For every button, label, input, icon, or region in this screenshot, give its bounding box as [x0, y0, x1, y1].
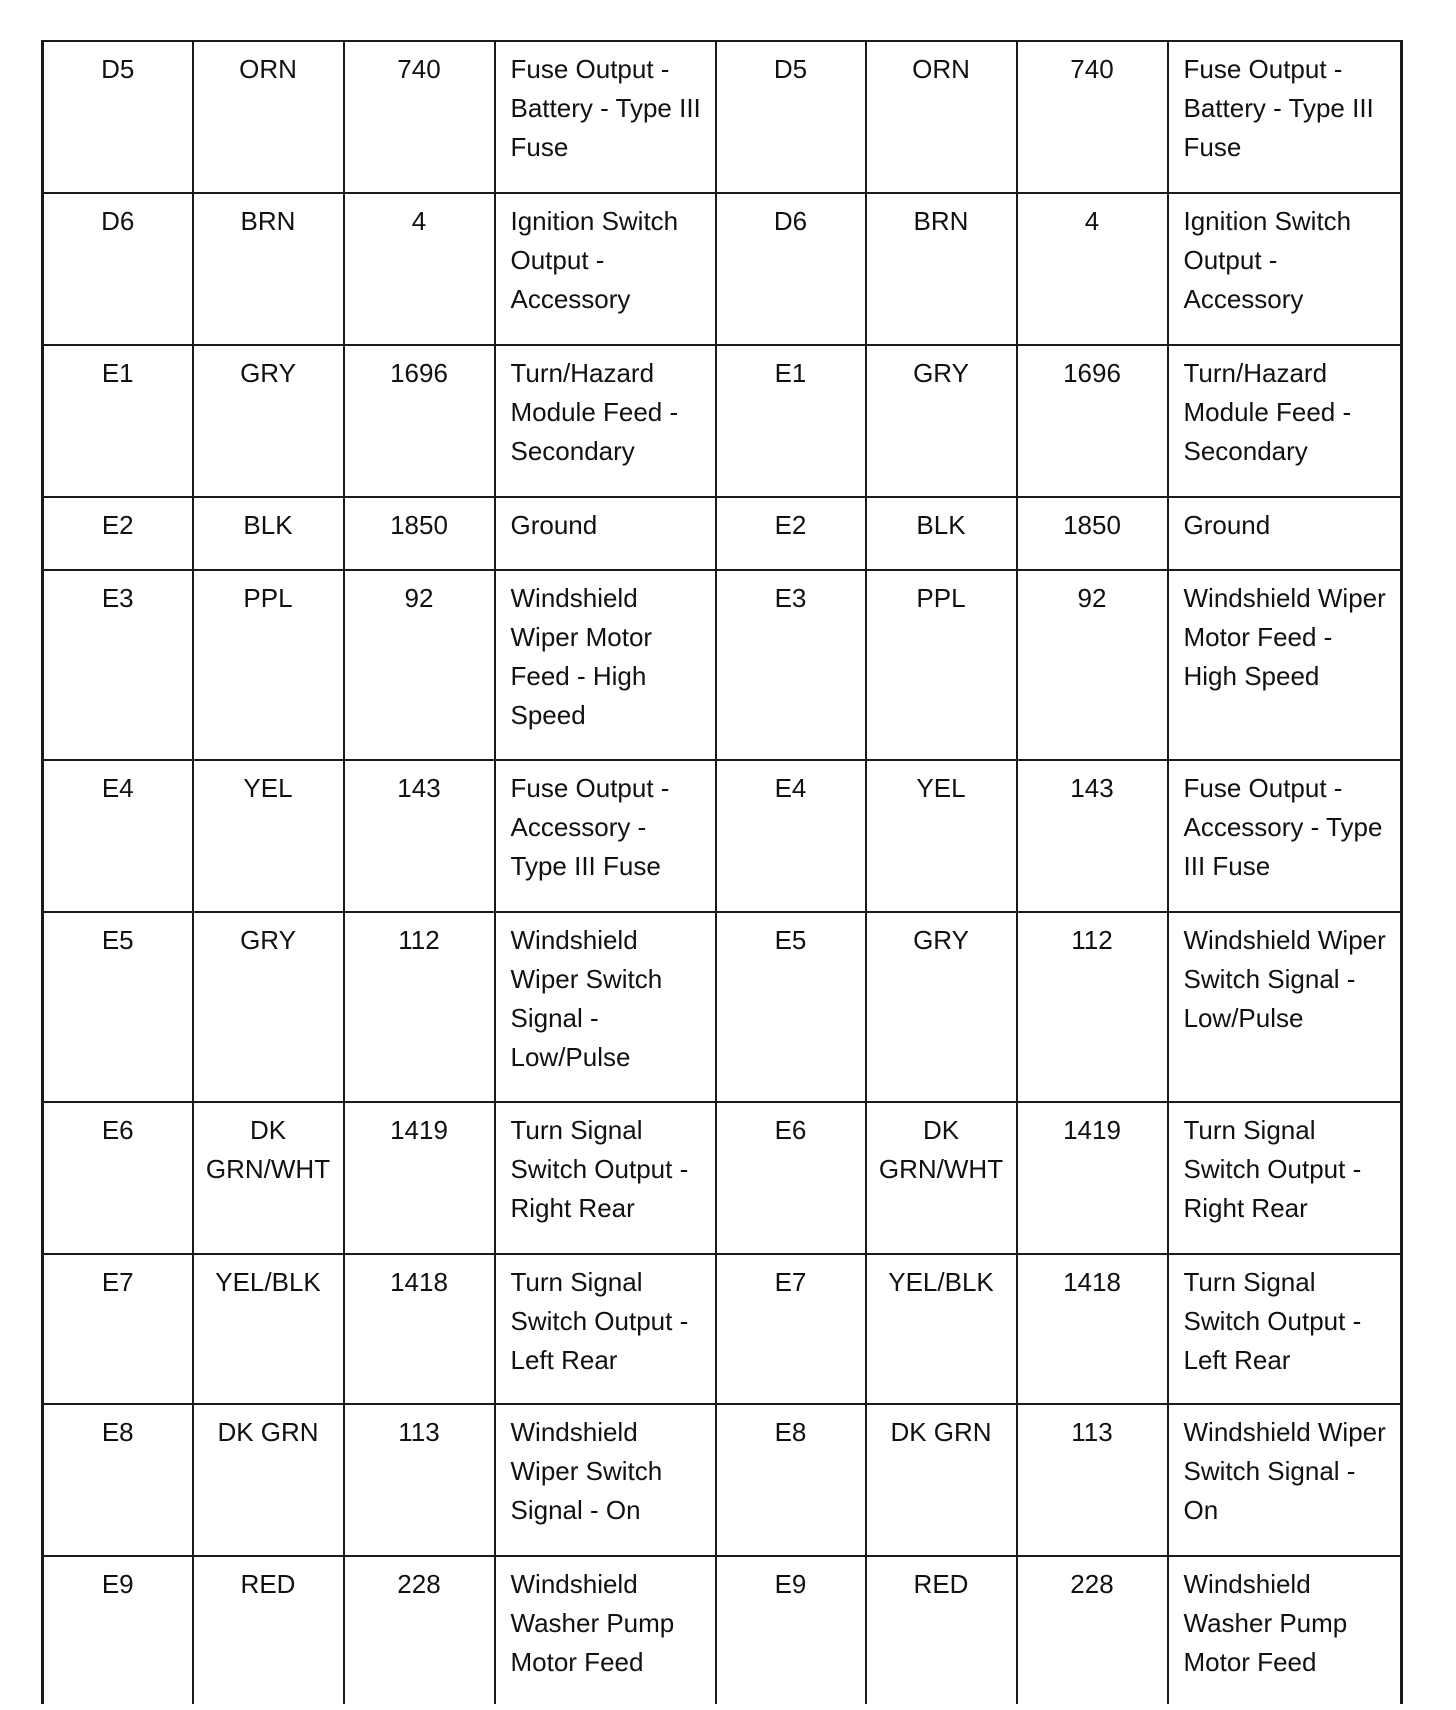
left-function-cell: Windshield Wiper Motor Feed - High Speed	[495, 570, 716, 760]
left-circuit-number-cell: 1696	[344, 345, 495, 497]
left-wire-color-cell: DK GRN	[193, 1404, 344, 1556]
right-pin-cell: D5	[716, 41, 866, 193]
right-function-cell: Windshield Wiper Switch Signal - Low/Pulse	[1168, 912, 1402, 1102]
left-function-cell: Fuse Output - Accessory - Type III Fuse	[495, 760, 716, 912]
left-wire-color-cell: PPL	[193, 570, 344, 760]
left-wire-color-cell: BRN	[193, 193, 344, 345]
left-wire-color-cell: ORN	[193, 41, 344, 193]
right-circuit-number-cell: 740	[1017, 41, 1168, 193]
table-row	[43, 41, 1402, 193]
right-function-cell: Ignition Switch Output - Accessory	[1168, 193, 1402, 345]
right-wire-color-cell: GRY	[866, 345, 1017, 497]
table-row	[43, 1254, 1402, 1404]
right-circuit-number-cell: 4	[1017, 193, 1168, 345]
left-function-cell: Ground	[495, 497, 716, 570]
right-circuit-number-cell: 113	[1017, 1404, 1168, 1556]
left-function-cell: Windshield Washer Pump Motor Feed	[495, 1556, 716, 1704]
left-wire-color-cell: YEL	[193, 760, 344, 912]
table-row	[43, 570, 1402, 760]
right-function-cell: Fuse Output - Battery - Type III Fuse	[1168, 41, 1402, 193]
right-circuit-number-cell: 112	[1017, 912, 1168, 1102]
right-pin-cell: E2	[716, 497, 866, 570]
left-circuit-number-cell: 113	[344, 1404, 495, 1556]
right-pin-cell: E4	[716, 760, 866, 912]
right-wire-color-cell: RED	[866, 1556, 1017, 1704]
left-pin-cell: E9	[43, 1556, 193, 1704]
right-circuit-number-cell: 92	[1017, 570, 1168, 760]
left-pin-cell: E2	[43, 497, 193, 570]
left-pin-cell: E5	[43, 912, 193, 1102]
right-pin-cell: E5	[716, 912, 866, 1102]
left-function-cell: Fuse Output - Battery - Type III Fuse	[495, 41, 716, 193]
right-function-cell: Windshield Wiper Switch Signal - On	[1168, 1404, 1402, 1556]
left-circuit-number-cell: 1418	[344, 1254, 495, 1404]
left-pin-cell: D5	[43, 41, 193, 193]
right-pin-cell: E3	[716, 570, 866, 760]
table-row	[43, 1102, 1402, 1254]
left-function-cell: Windshield Wiper Switch Signal - Low/Pulse	[495, 912, 716, 1102]
table-row	[43, 497, 1402, 570]
table-row	[43, 193, 1402, 345]
left-wire-color-cell: YEL/BLK	[193, 1254, 344, 1404]
left-function-cell: Windshield Wiper Switch Signal - On	[495, 1404, 716, 1556]
table-row	[43, 1404, 1402, 1556]
right-function-cell: Ground	[1168, 497, 1402, 570]
right-function-cell: Windshield Wiper Motor Feed - High Speed	[1168, 570, 1402, 760]
right-pin-cell: E1	[716, 345, 866, 497]
right-function-cell: Turn/Hazard Module Feed - Secondary	[1168, 345, 1402, 497]
left-pin-cell: E3	[43, 570, 193, 760]
table-row	[43, 912, 1402, 1102]
left-circuit-number-cell: 1850	[344, 497, 495, 570]
right-wire-color-cell: YEL/BLK	[866, 1254, 1017, 1404]
right-wire-color-cell: BRN	[866, 193, 1017, 345]
right-pin-cell: E6	[716, 1102, 866, 1254]
right-wire-color-cell: ORN	[866, 41, 1017, 193]
right-wire-color-cell: BLK	[866, 497, 1017, 570]
right-pin-cell: D6	[716, 193, 866, 345]
right-wire-color-cell: GRY	[866, 912, 1017, 1102]
left-wire-color-cell: BLK	[193, 497, 344, 570]
left-circuit-number-cell: 228	[344, 1556, 495, 1704]
left-circuit-number-cell: 4	[344, 193, 495, 345]
left-wire-color-cell: GRY	[193, 912, 344, 1102]
right-function-cell: Turn Signal Switch Output - Left Rear	[1168, 1254, 1402, 1404]
right-function-cell: Fuse Output - Accessory - Type III Fuse	[1168, 760, 1402, 912]
left-circuit-number-cell: 112	[344, 912, 495, 1102]
left-wire-color-cell: RED	[193, 1556, 344, 1704]
left-pin-cell: E1	[43, 345, 193, 497]
left-wire-color-cell: DK GRN/WHT	[193, 1102, 344, 1254]
right-circuit-number-cell: 143	[1017, 760, 1168, 912]
table-body	[43, 41, 1402, 1704]
left-pin-cell: E4	[43, 760, 193, 912]
table-row	[43, 760, 1402, 912]
right-circuit-number-cell: 1850	[1017, 497, 1168, 570]
right-function-cell: Turn Signal Switch Output - Right Rear	[1168, 1102, 1402, 1254]
right-circuit-number-cell: 1419	[1017, 1102, 1168, 1254]
left-function-cell: Turn Signal Switch Output - Left Rear	[495, 1254, 716, 1404]
right-circuit-number-cell: 228	[1017, 1556, 1168, 1704]
left-pin-cell: E8	[43, 1404, 193, 1556]
right-circuit-number-cell: 1696	[1017, 345, 1168, 497]
left-circuit-number-cell: 92	[344, 570, 495, 760]
left-pin-cell: E7	[43, 1254, 193, 1404]
connector-pinout-table	[41, 40, 1403, 1704]
right-wire-color-cell: YEL	[866, 760, 1017, 912]
right-wire-color-cell: DK GRN/WHT	[866, 1102, 1017, 1254]
right-function-cell: Windshield Washer Pump Motor Feed	[1168, 1556, 1402, 1704]
right-pin-cell: E9	[716, 1556, 866, 1704]
left-circuit-number-cell: 740	[344, 41, 495, 193]
left-pin-cell: D6	[43, 193, 193, 345]
left-function-cell: Ignition Switch Output - Accessory	[495, 193, 716, 345]
left-function-cell: Turn Signal Switch Output - Right Rear	[495, 1102, 716, 1254]
left-wire-color-cell: GRY	[193, 345, 344, 497]
right-circuit-number-cell: 1418	[1017, 1254, 1168, 1404]
right-wire-color-cell: PPL	[866, 570, 1017, 760]
left-circuit-number-cell: 143	[344, 760, 495, 912]
right-pin-cell: E7	[716, 1254, 866, 1404]
right-pin-cell: E8	[716, 1404, 866, 1556]
left-circuit-number-cell: 1419	[344, 1102, 495, 1254]
left-pin-cell: E6	[43, 1102, 193, 1254]
table-row	[43, 1556, 1402, 1704]
left-function-cell: Turn/Hazard Module Feed - Secondary	[495, 345, 716, 497]
table-row	[43, 345, 1402, 497]
right-wire-color-cell: DK GRN	[866, 1404, 1017, 1556]
